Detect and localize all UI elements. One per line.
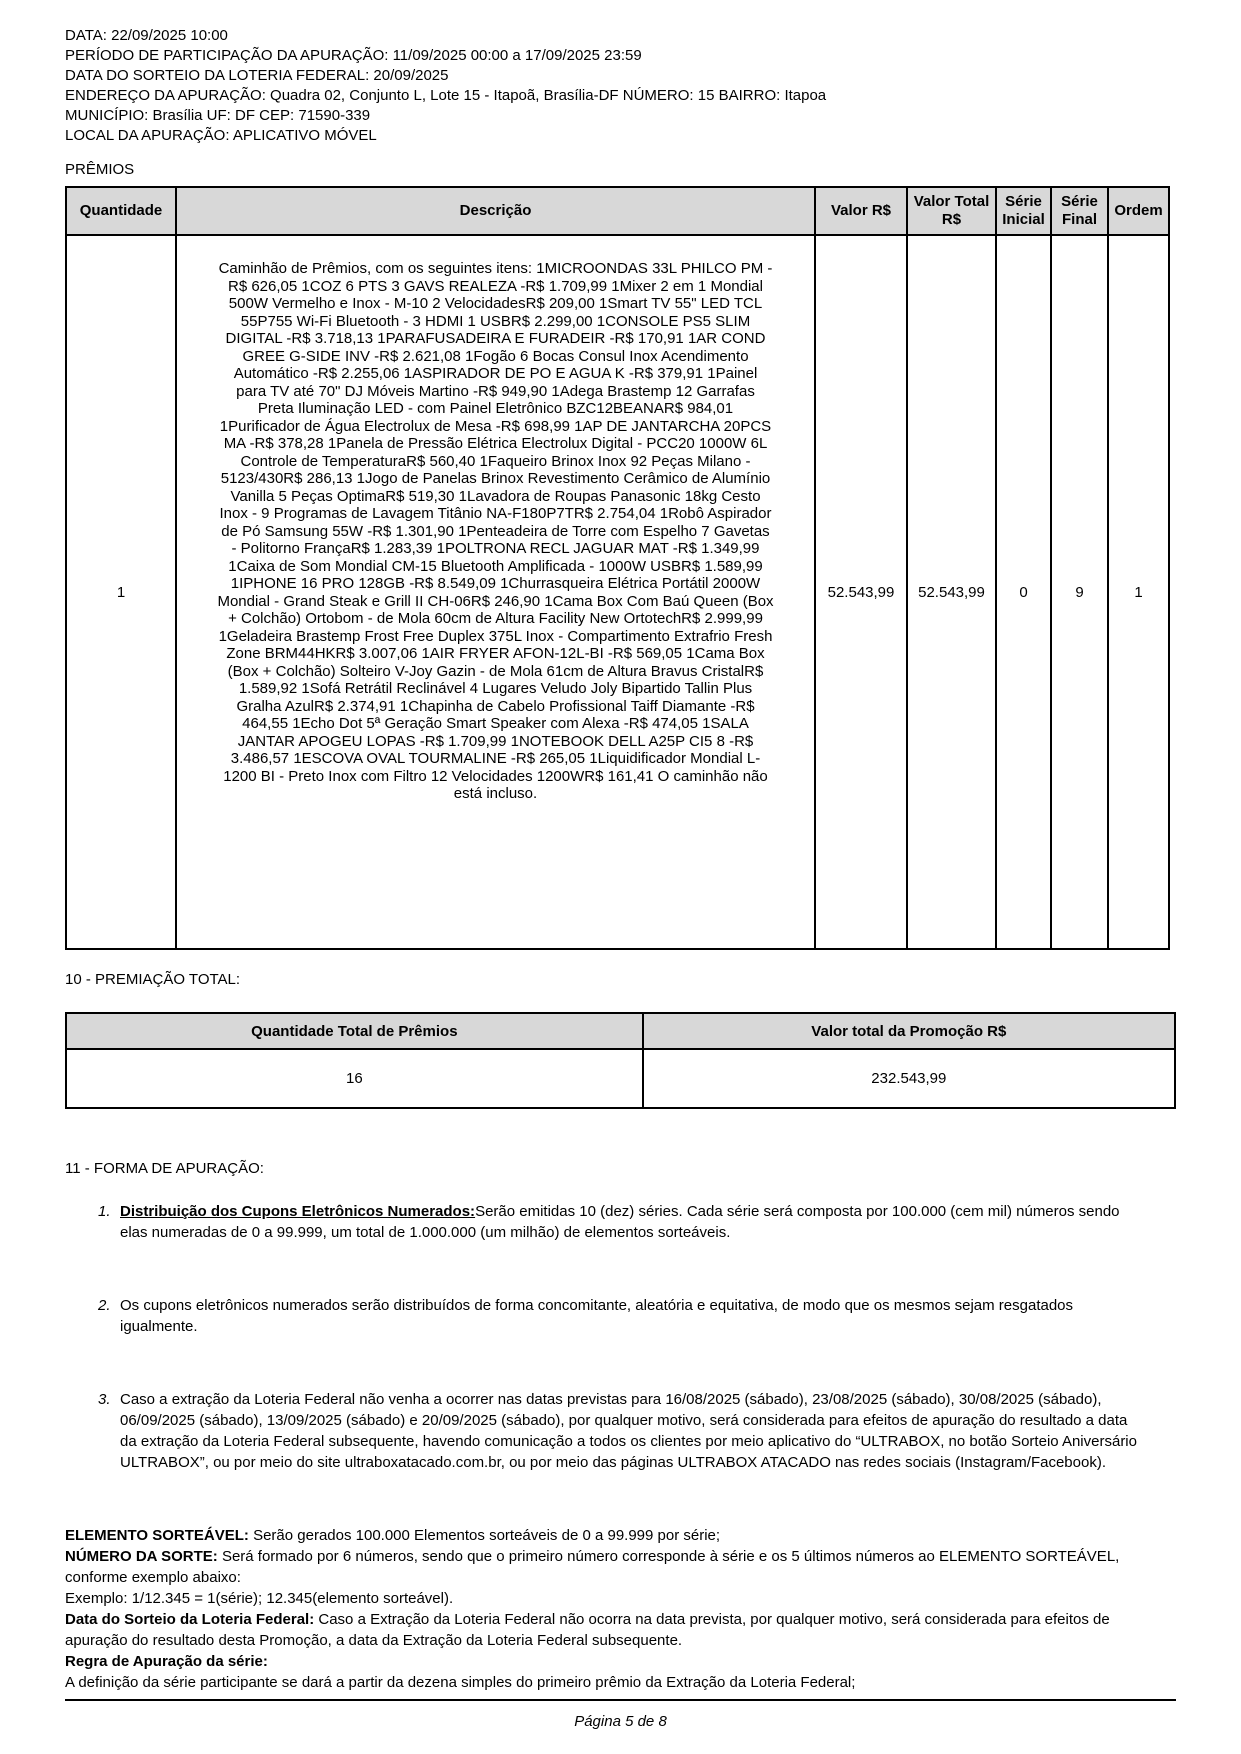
list-item-number: 3. [98,1391,111,1408]
rule-lead: Regra de Apuração da série: [65,1653,268,1670]
rule-numero-da-sorte [65,1546,1176,1588]
rule-regra-apuracao [65,1651,1176,1672]
total-table-header-row [66,1013,1175,1049]
header-line-periodo: PERÍODO DE PARTICIPAÇÃO DA APURAÇÃO: 11/09/2025 00:00 a 17/09/2025 23:59 [65,47,642,64]
premios-label: PRÊMIOS [65,161,135,178]
cell-valor-total: 52.543,99 [907,235,996,949]
col-header-ordem: Ordem [1108,187,1169,235]
list-item-number: 2. [98,1297,111,1314]
header-line-endereco: ENDEREÇO DA APURAÇÃO: Quadra 02, Conjunto L, Lote 15 - Itapoã, Brasília-DF NÚMERO: 15 BAIRRO: Itapoa [65,87,827,104]
col-header-valor-total: Valor Total R$ [907,187,996,235]
rule-exemplo [65,1588,1176,1609]
col-header-valor: Valor R$ [815,187,907,235]
col-header-descricao: Descrição [176,187,815,235]
cell-valor: 52.543,99 [815,235,907,949]
forma-apuracao-list [65,1201,1176,1473]
prize-table-row [66,235,1169,949]
premiacao-total-table [65,1012,1176,1109]
col-header-quantidade: Quantidade [66,187,176,235]
cell-quantidade-total: 16 [66,1049,643,1108]
forma-apuracao-heading: 11 - FORMA DE APURAÇÃO: [65,1160,264,1177]
list-item-body: Os cupons eletrônicos numerados serão distribuídos de forma concomitante, aleatória e equitativa, de modo que os mesmos sejam resgatados igualmente. [120,1297,1074,1335]
footer-divider [65,1699,1176,1701]
page-number: Página 5 de 8 [574,1713,667,1730]
list-item-text [120,1295,1141,1337]
rule-text: A definição da série participante se dará a partir da dezena simples do primeiro prêmio da Extração da Loteria Federal; [65,1674,856,1691]
rule-elemento-sorteavel [65,1525,1176,1546]
rules-block [65,1525,1176,1693]
rule-lead: ELEMENTO SORTEÁVEL: [65,1527,249,1544]
rule-text: Serão gerados 100.000 Elementos sorteáveis de 0 a 99.999 por série; [248,1527,721,1544]
premiacao-total-heading: 10 - PREMIAÇÃO TOTAL: [65,971,241,988]
list-item-body: Serão emitidas 10 (dez) séries. Cada série será composta por 100.000 (cem mil) números sendo elas numeradas de 0 a 99.999, um total de 1.000.000 (um milhão) de elementos sorteáveis. [120,1203,1120,1241]
rule-lead: NÚMERO DA SORTE: [65,1548,218,1565]
cell-quantidade: 1 [66,235,176,949]
header-line-data: DATA: 22/09/2025 10:00 [65,27,228,44]
cell-descricao: Caminhão de Prêmios, com os seguintes itens: 1MICROONDAS 33L PHILCO PM -R$ 626,05 1COZ 6 PTS 3 GAVS REALEZA -R$ 1.709,99 1Mixer 2 em 1 Mondial 500W Vermelho e Inox - M-10 2 VelocidadesR$ 209,00 1Smart TV 55" LED TCL 55P755 Wi-Fi Bluetooth - 3 HDMI 1 USBR$ 2.299,00 1CONSOLE PS5 SLIM DIGITAL -R$ 3.718,13 1PARAFUSADEIRA E FURADEIR -R$ 170,91 1AR COND GREE G-SIDE INV -R$ 2.621,08 1Fogão 6 Bocas Consul Inox Acendimento Automático -R$ 2.255,06 1ASPIRADOR DE PO E AGUA K -R$ 379,91 1Painel para TV até 70" DJ Móveis Martino -R$ 949,90 1Adega Brastemp 12 Garrafas Preta Iluminação LED - com Painel Eletrônico BZC12BEANAR$ 984,01 1Purificador de Água Electrolux de Mesa -R$ 698,99 1AP DE JANTARCHA 20PCS MA -R$ 378,28 1Panela de Pressão Elétrica Electrolux Digital - PCC20 1000W 6L Controle de TemperaturaR$ 560,40 1Faqueiro Brinox Inox 92 Peças Milano - 5123/430R$ 286,13 1Jogo de Panelas Brinox Revestimento Cerâmico de Alumínio Vanilla 5 Peças OptimaR$ 519,30 1Lavadora de Roupas Panasonic 18kg Cesto Inox - 9 Programas de Lavagem Titânio NA-F180P7TR$ 2.754,04 1Robô Aspirador de Pó Samsung 55W -R$ 1.301,90 1Penteadeira de Torre com Espelho 7 Gavetas - Politorno FrançaR$ 1.283,39 1POLTRONA RECL JAGUAR MAT -R$ 1.349,99 1Caixa de Som Mondial CM-15 Bluetooth Amplificada - 1000W USBR$ 1.589,99 1IPHONE 16 PRO 128GB -R$ 8.549,09 1Churrasqueira Elétrica Portátil 2000W Mondial - Grand Steak e Grill II CH-06R$ 246,90 1Cama Box Com Baú Queen (Box + Colchão) Ortobom - de Mola 60cm de Altura Facility New OrtotechR$ 2.999,99 1Geladeira Brastemp Frost Free Duplex 375L Inox - Compartimento Extrafrio Fresh Zone BRM44HKR$ 3.007,06 1AIR FRYER AFON-12L-BI -R$ 569,05 1Cama Box (Box + Colchão) Solteiro V-Joy Gazin - de Mola 61cm de Altura Bravus CristalR$ 1.589,92 1Sofá Retrátil Reclinável 4 Lugares Veludo Joly Bipartido Tallin Plus Gralha AzulR$ 2.374,91 1Chapinha de Cabelo Profissional Taiff Diamante -R$ 464,55 1Echo Dot 5ª Geração Smart Speaker com Alexa -R$ 474,05 1SALA JANTAR APOGEU LOPAS -R$ 1.709,99 1NOTEBOOK DELL A25P CI5 8 -R$ 3.486,57 1ESCOVA OVAL TOURMALINE -R$ 265,05 1Liquidificador Mondial L-1200 BI - Preto Inox com Filtro 12 Velocidades 1200WR$ 161,41 O caminhão não está incluso. [176,235,815,949]
col-header-serie-inicial: Série Inicial [996,187,1051,235]
prize-table [65,186,1170,950]
list-item [65,1389,1176,1473]
cell-serie-inicial: 0 [996,235,1051,949]
list-item [65,1295,1176,1337]
apuracao-header-block [65,26,1176,146]
header-line-local: LOCAL DA APURAÇÃO: APLICATIVO MÓVEL [65,127,377,144]
rule-text: Caso a Extração da Loteria Federal não ocorra na data prevista, por qualquer motivo, será considerada para efeitos de apuração do resultado desta Promoção, a data da Extração da Loteria Federal subsequente. [65,1611,1110,1649]
col-header-serie-final: Série Final [1051,187,1108,235]
cell-serie-final: 9 [1051,235,1108,949]
list-item-lead: Distribuição dos Cupons Eletrônicos Numerados: [120,1203,476,1220]
rule-data-sorteio [65,1609,1176,1651]
list-item-text [120,1389,1141,1473]
rule-lead: Data do Sorteio da Loteria Federal: [65,1611,315,1628]
prize-table-header-row [66,187,1169,235]
list-item-number: 1. [98,1203,111,1220]
rule-text: Será formado por 6 números, sendo que o primeiro número corresponde à série e os 5 últimos números ao ELEMENTO SORTEÁVEL, conforme exemplo abaixo: [65,1548,1120,1586]
list-item [65,1201,1176,1243]
cell-valor-total-promocao: 232.543,99 [643,1049,1175,1108]
total-table-row [66,1049,1175,1108]
rule-text: Exemplo: 1/12.345 = 1(série); 12.345(elemento sorteável). [65,1590,454,1607]
cell-ordem: 1 [1108,235,1169,949]
list-item-body: Caso a extração da Loteria Federal não venha a ocorrer nas datas previstas para 16/08/2025 (sábado), 23/08/2025 (sábado), 30/08/2025 (sábado), 06/09/2025 (sábado), 13/09/2025 (sábado) e 20/09/2025 (sábado), por qualquer motivo, será considerada para efeitos de apuração do resultado a data da extração da Loteria Federal subsequente, havendo comunicação a todos os clientes por meio aplicativo do “ULTRABOX, no botão Sorteio Aniversário ULTRABOX”, ou por meio do site ultraboxatacado.com.br, ou por meio das páginas ULTRABOX ATACADO nas redes sociais (Instagram/Facebook). [120,1391,1137,1471]
col-header-quantidade-total: Quantidade Total de Prêmios [66,1013,643,1049]
list-item-text [120,1201,1141,1243]
header-line-municipio: MUNICÍPIO: Brasília UF: DF CEP: 71590-339 [65,107,371,124]
col-header-valor-total-promocao: Valor total da Promoção R$ [643,1013,1175,1049]
header-line-sorteio: DATA DO SORTEIO DA LOTERIA FEDERAL: 20/09/2025 [65,67,449,84]
rule-definicao-serie [65,1672,1176,1693]
